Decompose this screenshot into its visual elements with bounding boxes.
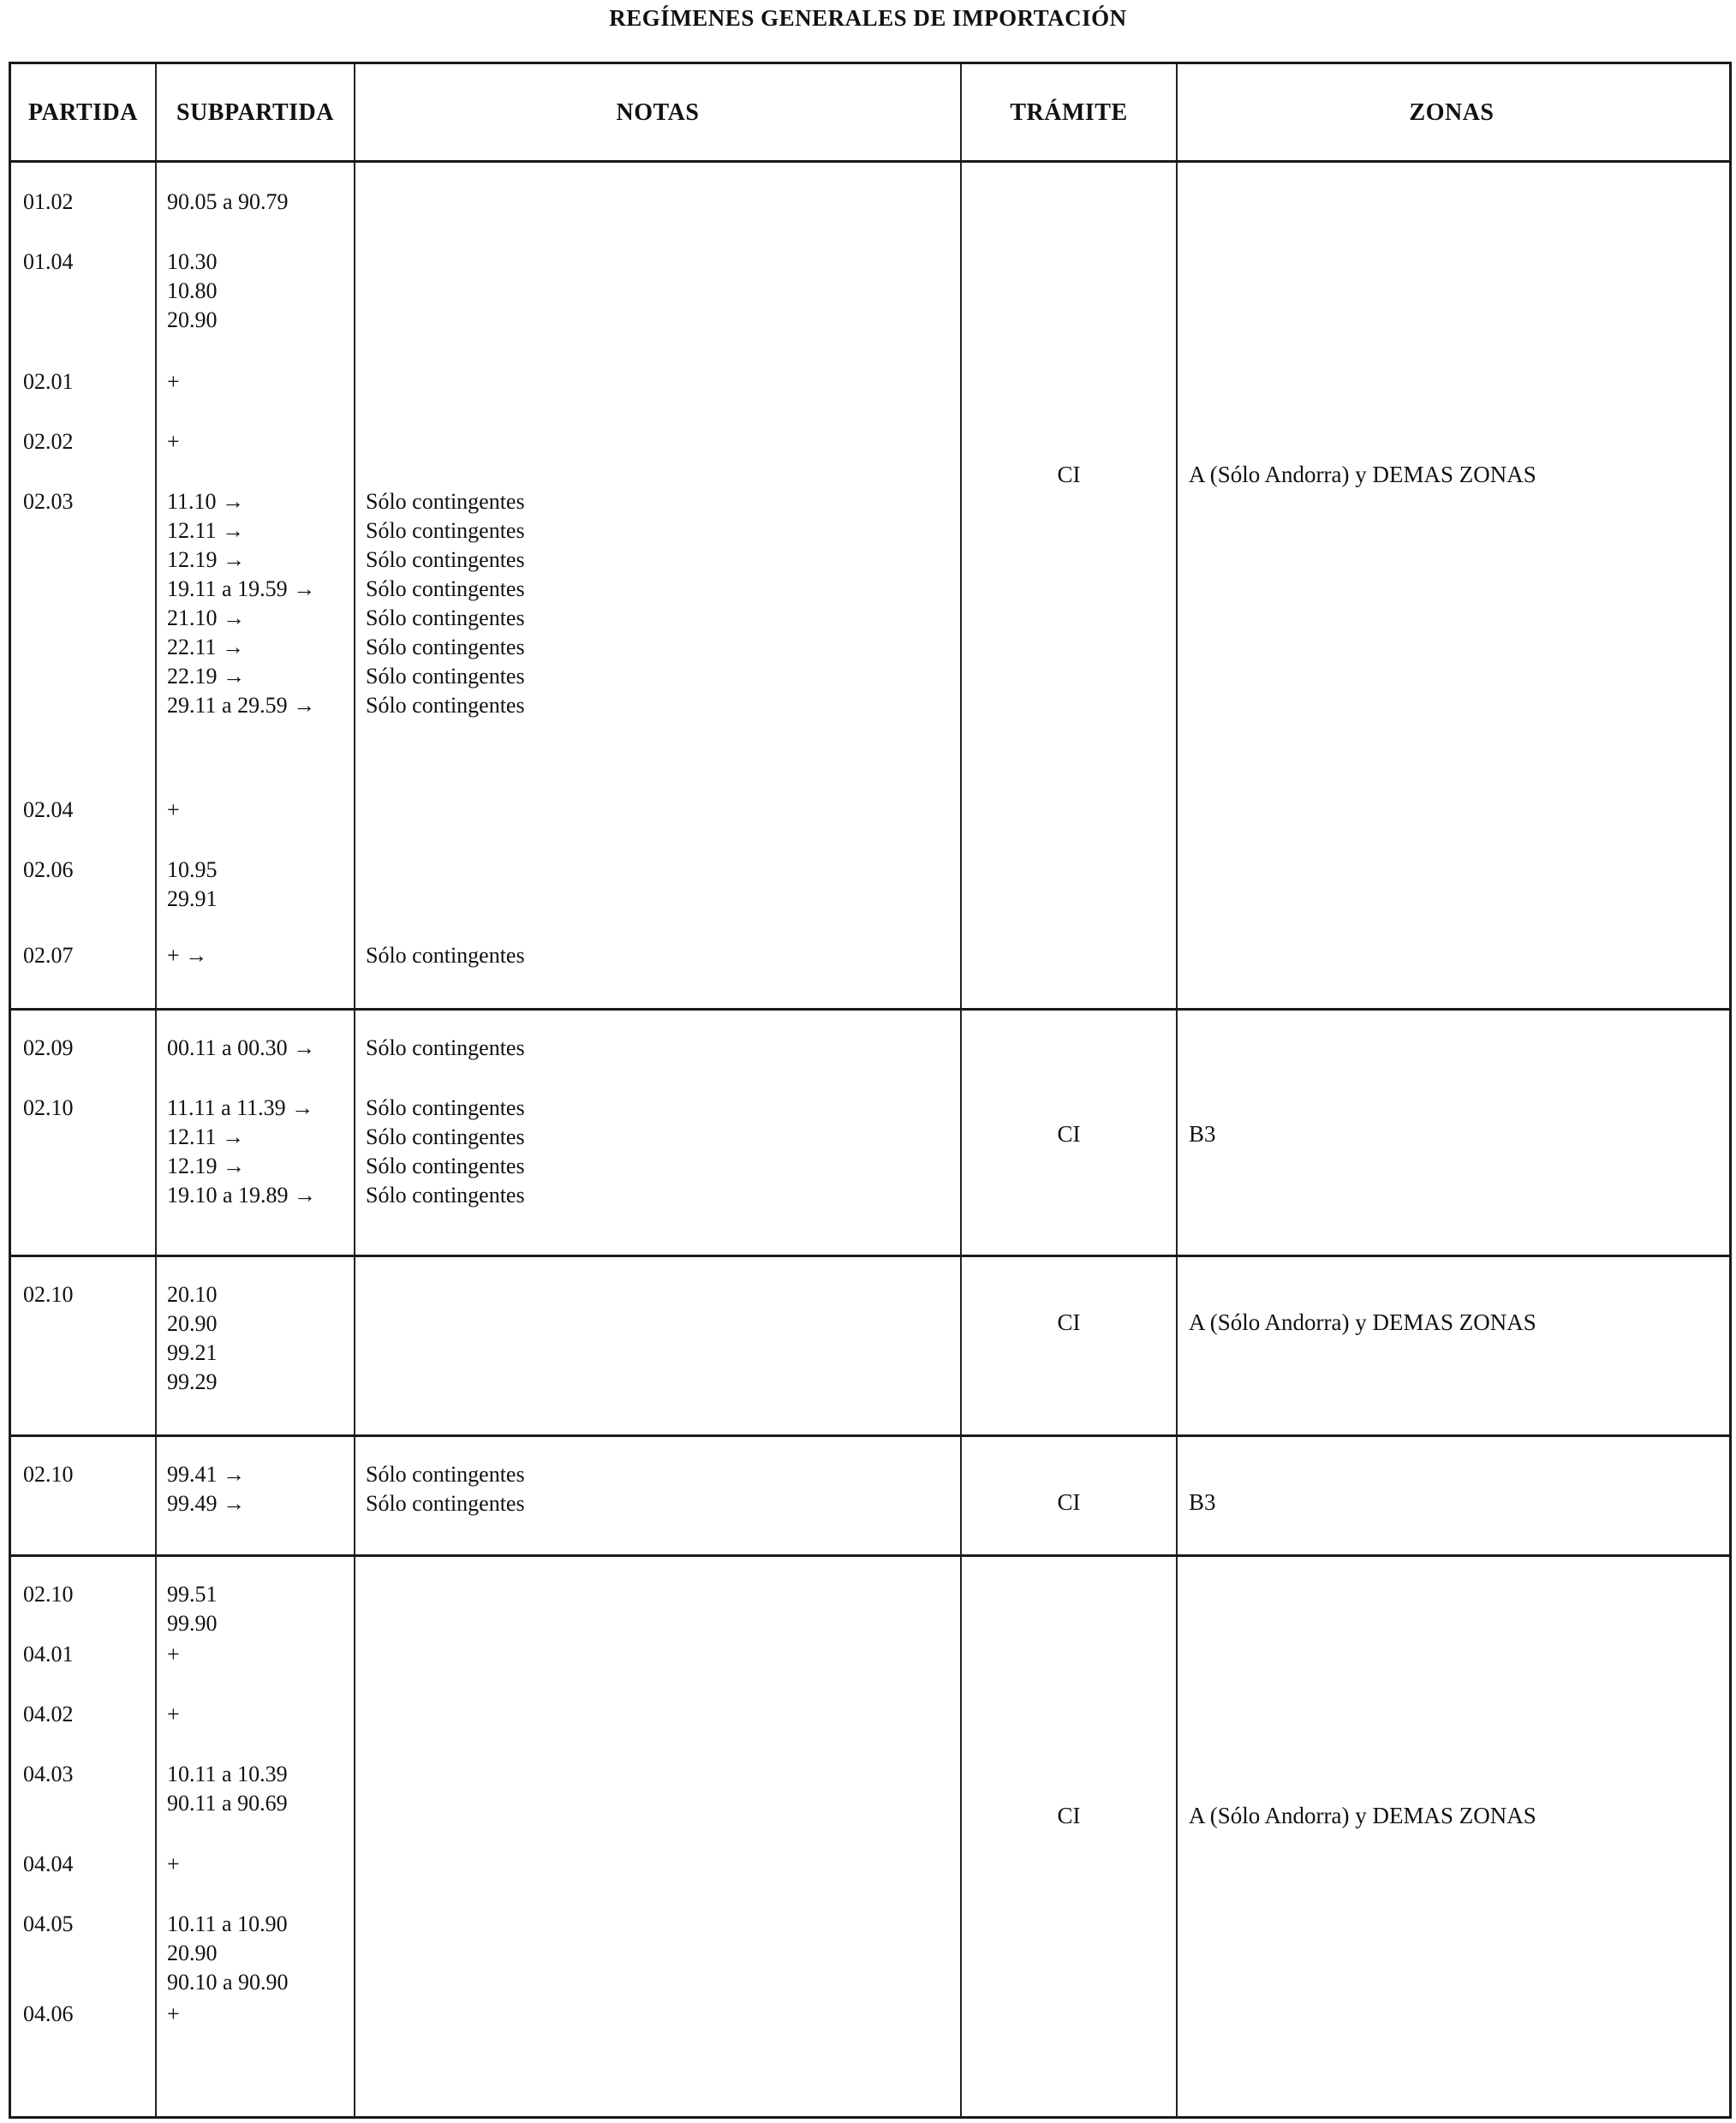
nota-line: Sólo contingentes [366, 1183, 525, 1208]
subpartida-line: + [167, 1642, 180, 1667]
column-divider [1176, 64, 1178, 2116]
subpartida-line: 19.10 a 19.89 → [167, 1183, 317, 1208]
page-title: REGÍMENES GENERALES DE IMPORTACIÓN [609, 5, 1127, 31]
subpartida-line: 22.19 → [167, 664, 245, 689]
subpartida-line: 12.11 → [167, 518, 245, 543]
subpartida-cell [167, 796, 364, 825]
subpartida-cell [167, 427, 364, 456]
nota-line: Sólo contingentes [366, 605, 525, 630]
nota-line: Sólo contingentes [366, 547, 525, 572]
partida-cell: 02.01 [23, 369, 74, 394]
subpartida-line: + [167, 429, 180, 454]
subpartida-cell [167, 247, 364, 335]
notas-cell [366, 1034, 965, 1063]
subpartida-cell [167, 2000, 364, 2029]
notas-cell [366, 1460, 965, 1518]
subpartida-line: + [167, 1702, 180, 1726]
subpartida-line: 99.21 [167, 1340, 218, 1365]
nota-line: Sólo contingentes [366, 1154, 525, 1178]
subpartida-cell [167, 367, 364, 397]
subpartida-line: 10.30 [167, 249, 218, 274]
tramite-cell: CI [1057, 1309, 1081, 1335]
subpartida-cell [167, 941, 364, 970]
nota-line: Sólo contingentes [366, 1095, 525, 1120]
subpartida-line: 20.10 [167, 1282, 218, 1307]
partida-cell: 04.01 [23, 1642, 74, 1667]
nota-line: Sólo contingentes [366, 1491, 525, 1516]
subpartida-line: 12.19 → [167, 547, 245, 572]
partida-cell: 02.02 [23, 429, 74, 454]
notas-cell [366, 1094, 965, 1210]
subpartida-cell [167, 487, 364, 720]
subpartida-line: 99.49 → [167, 1491, 245, 1516]
subpartida-line: 99.29 [167, 1369, 218, 1394]
subpartida-cell [167, 856, 364, 914]
subpartida-line: 29.11 a 29.59 → [167, 693, 316, 718]
nota-line: Sólo contingentes [366, 664, 525, 689]
partida-cell: 02.10 [23, 1462, 74, 1487]
subpartida-line: 10.80 [167, 278, 218, 303]
subpartida-line: 19.11 a 19.59 → [167, 576, 316, 601]
column-divider [155, 64, 157, 2116]
nota-line: Sólo contingentes [366, 1124, 525, 1149]
partida-cell: 04.02 [23, 1702, 74, 1726]
tramite-cell: CI [1057, 1489, 1081, 1515]
subpartida-line: 20.90 [167, 1311, 218, 1336]
subpartida-line: 11.10 → [167, 489, 245, 514]
zona-cell: A (Sólo Andorra) y DEMAS ZONAS [1189, 1803, 1536, 1828]
partida-cell: 04.06 [23, 2001, 74, 2026]
header-tramite: TRÁMITE [1010, 99, 1128, 126]
subpartida-cell [167, 1034, 364, 1063]
import-regime-table [9, 62, 1732, 2119]
subpartida-cell [167, 1850, 364, 1879]
block-divider [11, 1008, 1729, 1011]
subpartida-line: 90.05 a 90.79 [167, 189, 289, 214]
header-divider [11, 160, 1729, 163]
partida-cell: 02.03 [23, 489, 74, 514]
tramite-cell: CI [1057, 1121, 1081, 1147]
subpartida-cell [167, 188, 364, 217]
subpartida-cell [167, 1760, 364, 1818]
nota-line: Sólo contingentes [366, 576, 525, 601]
subpartida-line: 29.91 [167, 886, 218, 911]
partida-cell: 02.10 [23, 1282, 74, 1307]
zona-cell: A (Sólo Andorra) y DEMAS ZONAS [1189, 1309, 1536, 1335]
nota-line: Sólo contingentes [366, 943, 525, 968]
header-subpartida: SUBPARTIDA [176, 99, 334, 126]
subpartida-line: 10.11 a 10.90 [167, 1911, 288, 1936]
subpartida-line: + [167, 1852, 180, 1876]
subpartida-line: + [167, 2001, 180, 2026]
partida-cell: 02.06 [23, 857, 74, 882]
subpartida-cell [167, 1910, 364, 1997]
subpartida-line: 12.19 → [167, 1154, 245, 1178]
subpartida-cell [167, 1094, 364, 1210]
partida-cell: 01.04 [23, 249, 74, 274]
subpartida-line: 12.11 → [167, 1124, 245, 1149]
subpartida-line: 99.90 [167, 1611, 218, 1636]
partida-cell: 02.07 [23, 943, 74, 968]
block-divider [11, 1554, 1729, 1557]
notas-cell [366, 487, 965, 720]
zona-cell: B3 [1189, 1489, 1216, 1515]
nota-line: Sólo contingentes [366, 1462, 525, 1487]
notas-cell [366, 941, 965, 970]
subpartida-cell [167, 1280, 364, 1397]
subpartida-cell [167, 1580, 364, 1638]
partida-cell: 01.02 [23, 189, 74, 214]
block-divider [11, 1255, 1729, 1257]
subpartida-line: 00.11 a 00.30 → [167, 1035, 316, 1060]
subpartida-line: 99.41 → [167, 1462, 245, 1487]
block-divider [11, 1434, 1729, 1437]
nota-line: Sólo contingentes [366, 518, 525, 543]
subpartida-line: 10.95 [167, 857, 218, 882]
partida-cell: 02.09 [23, 1035, 74, 1060]
partida-cell: 02.10 [23, 1095, 74, 1120]
subpartida-line: 90.11 a 90.69 [167, 1791, 288, 1816]
tramite-cell: CI [1057, 1803, 1081, 1828]
subpartida-line: 10.11 a 10.39 [167, 1762, 288, 1786]
subpartida-line: 21.10 → [167, 605, 245, 630]
partida-cell: 04.04 [23, 1852, 74, 1876]
nota-line: Sólo contingentes [366, 635, 525, 659]
header-notas: NOTAS [616, 99, 700, 126]
zona-cell: B3 [1189, 1121, 1216, 1147]
header-zonas: ZONAS [1409, 99, 1494, 126]
partida-cell: 02.10 [23, 1582, 74, 1607]
subpartida-line: + → [167, 943, 208, 968]
zona-cell: A (Sólo Andorra) y DEMAS ZONAS [1189, 462, 1536, 487]
partida-cell: 04.03 [23, 1762, 74, 1786]
nota-line: Sólo contingentes [366, 693, 525, 718]
subpartida-cell [167, 1700, 364, 1729]
partida-cell: 02.04 [23, 797, 74, 822]
subpartida-cell [167, 1640, 364, 1669]
tramite-cell: CI [1057, 462, 1081, 487]
nota-line: Sólo contingentes [366, 489, 525, 514]
subpartida-cell [167, 1460, 364, 1518]
subpartida-line: + [167, 797, 180, 822]
subpartida-line: 11.11 a 11.39 → [167, 1095, 314, 1120]
subpartida-line: 22.11 → [167, 635, 245, 659]
subpartida-line: 99.51 [167, 1582, 218, 1607]
subpartida-line: 20.90 [167, 1941, 218, 1965]
header-partida: PARTIDA [28, 99, 138, 126]
nota-line: Sólo contingentes [366, 1035, 525, 1060]
subpartida-line: 90.10 a 90.90 [167, 1970, 289, 1995]
partida-cell: 04.05 [23, 1911, 74, 1936]
subpartida-line: 20.90 [167, 307, 218, 332]
subpartida-line: + [167, 369, 180, 394]
